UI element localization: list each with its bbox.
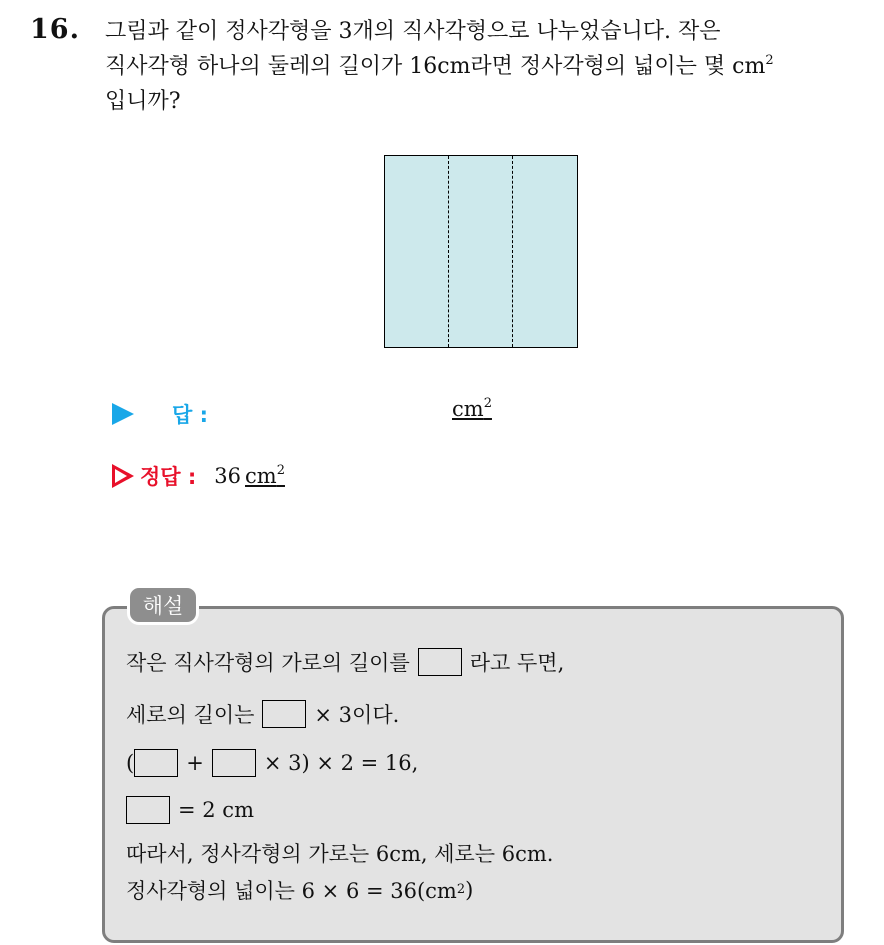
answer-label: 답 :	[172, 403, 208, 427]
answer-unit-text: cm	[452, 397, 484, 421]
outline-triangle-icon	[112, 464, 134, 488]
explanation-text: 작은 직사각형의 가로의 길이를	[126, 651, 410, 675]
blank-box	[212, 749, 256, 777]
correct-answer-value: 36	[214, 464, 242, 488]
dashed-divider-line	[448, 156, 449, 347]
explanation-text: (	[126, 751, 135, 775]
answer-row	[112, 396, 208, 432]
blank-box	[126, 796, 170, 824]
question-text	[105, 14, 865, 119]
question-line-3: 입니까?	[105, 89, 181, 114]
play-triangle-icon	[112, 403, 134, 425]
question-line-2-text: 직사각형 하나의 둘레의 길이가 16cm라면 정사각형의 넓이는 몇 cm	[105, 54, 766, 79]
explanation-line-6: 정사각형의 넓이는 6 × 6 = 36(cm 2 )	[126, 875, 473, 905]
correct-answer-unit	[245, 464, 285, 488]
explanation-line-1	[126, 647, 564, 677]
question-unit-superscript: 2	[765, 53, 774, 68]
question-number: 16.	[30, 14, 80, 45]
explanation-text: 라고 두면,	[469, 651, 565, 675]
explanation-text: 정사각형의 넓이는 6 × 6 = 36(cm	[126, 879, 457, 903]
correct-answer-row	[112, 458, 285, 494]
explanation-text: = 2 cm	[178, 798, 254, 822]
square-figure	[384, 155, 578, 348]
answer-unit	[452, 397, 492, 421]
explanation-line-2	[126, 699, 399, 729]
correct-answer-unit-text: cm	[245, 464, 277, 488]
explanation-text: × 3이다.	[314, 703, 400, 727]
correct-answer-label: 정답 :	[140, 465, 197, 489]
answer-unit-superscript: 2	[483, 396, 492, 411]
explanation-line-5	[126, 838, 553, 868]
question-line-2	[105, 49, 865, 84]
explanation-text: 따라서, 정사각형의 가로는 6cm, 세로는 6cm.	[126, 842, 554, 866]
explanation-text: 세로의 길이는	[126, 703, 255, 727]
explanation-text: +	[186, 751, 204, 775]
explanation-line-3	[126, 749, 418, 777]
question-line-1: 그림과 같이 정사각형을 3개의 직사각형으로 나누었습니다. 작은	[105, 19, 721, 44]
explanation-text: × 3) × 2 = 16,	[263, 751, 419, 775]
explanation-tag: 해설	[127, 585, 199, 625]
blank-box	[418, 648, 462, 676]
blank-box	[134, 749, 178, 777]
blank-box	[262, 700, 306, 728]
explanation-text: )	[465, 878, 474, 902]
explanation-line-4	[126, 796, 254, 824]
dashed-divider-line	[512, 156, 513, 347]
correct-answer-unit-superscript: 2	[276, 463, 285, 478]
